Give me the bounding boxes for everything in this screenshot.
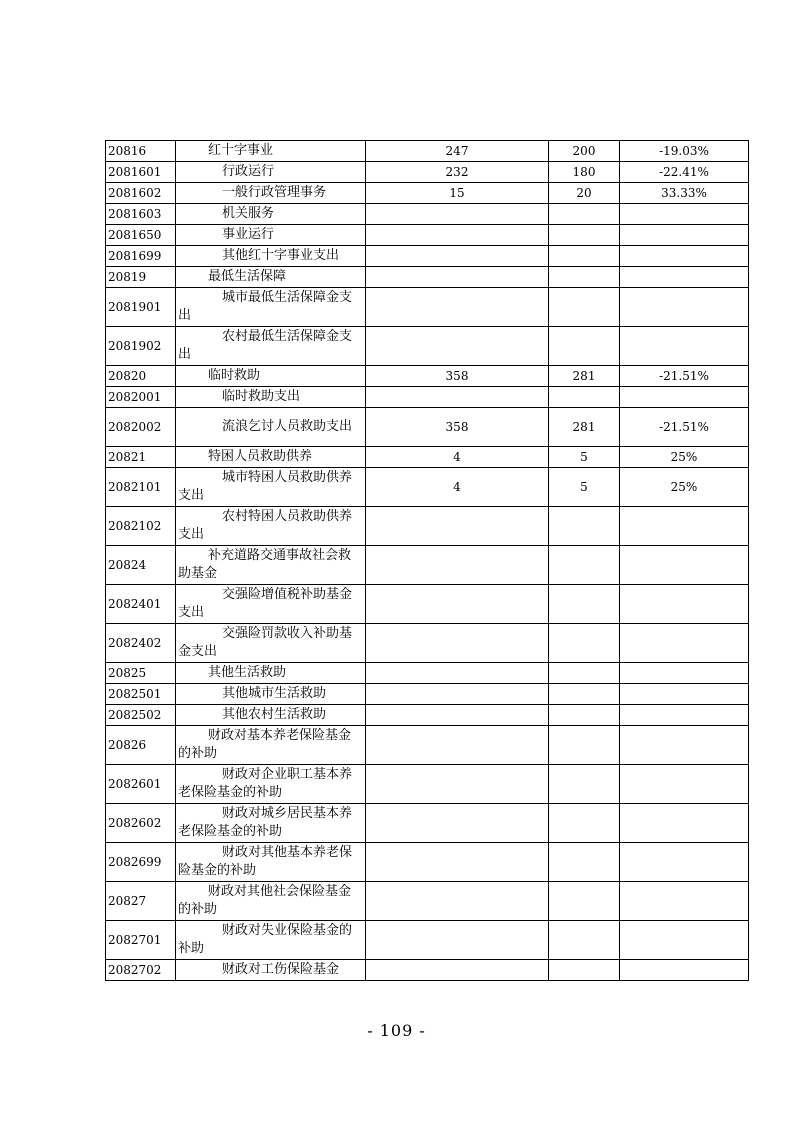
previous-amount-cell — [366, 387, 549, 408]
subject-code-cell: 2082402 — [106, 624, 176, 663]
change-percent-cell — [620, 246, 749, 267]
current-amount-cell — [549, 960, 620, 981]
subject-code-cell: 20824 — [106, 546, 176, 585]
subject-code-cell: 2081603 — [106, 204, 176, 225]
subject-name-cell: 临时救助支出 — [176, 387, 366, 408]
subject-name-cell: 交强险增值税补助基金支出 — [176, 585, 366, 624]
table-row — [106, 546, 749, 585]
previous-amount-cell — [366, 921, 549, 960]
subject-code-cell: 20826 — [106, 726, 176, 765]
current-amount-cell — [549, 765, 620, 804]
subject-code-cell: 2082701 — [106, 921, 176, 960]
previous-amount-cell — [366, 684, 549, 705]
change-percent-cell: -19.03% — [620, 141, 749, 162]
subject-name-cell: 城市特困人员救助供养支出 — [176, 468, 366, 507]
previous-amount-cell: 232 — [366, 162, 549, 183]
subject-name-cell: 特困人员救助供养 — [176, 447, 366, 468]
change-percent-cell: -21.51% — [620, 366, 749, 387]
current-amount-cell: 200 — [549, 141, 620, 162]
table-row — [106, 225, 749, 246]
table-row — [106, 726, 749, 765]
table-row — [106, 327, 749, 366]
subject-name-cell: 临时救助 — [176, 366, 366, 387]
subject-name-cell: 最低生活保障 — [176, 267, 366, 288]
subject-name-cell: 其他农村生活救助 — [176, 705, 366, 726]
subject-code-cell: 2081902 — [106, 327, 176, 366]
subject-code-cell: 20820 — [106, 366, 176, 387]
subject-name-cell: 交强险罚款收入补助基金支出 — [176, 624, 366, 663]
current-amount-cell — [549, 387, 620, 408]
table-row — [106, 288, 749, 327]
subject-code-cell: 20816 — [106, 141, 176, 162]
subject-code-cell: 20827 — [106, 882, 176, 921]
subject-name-cell: 财政对失业保险基金的补助 — [176, 921, 366, 960]
subject-name-cell: 财政对工伤保险基金 — [176, 960, 366, 981]
subject-name-cell: 农村最低生活保障金支出 — [176, 327, 366, 366]
previous-amount-cell — [366, 882, 549, 921]
current-amount-cell: 281 — [549, 408, 620, 447]
subject-code-cell: 2081901 — [106, 288, 176, 327]
subject-code-cell: 2082401 — [106, 585, 176, 624]
table-row — [106, 141, 749, 162]
previous-amount-cell — [366, 327, 549, 366]
subject-code-cell: 2081699 — [106, 246, 176, 267]
table-row — [106, 447, 749, 468]
current-amount-cell: 20 — [549, 183, 620, 204]
previous-amount-cell — [366, 288, 549, 327]
previous-amount-cell: 4 — [366, 468, 549, 507]
subject-name-cell: 一般行政管理事务 — [176, 183, 366, 204]
table-row — [106, 882, 749, 921]
change-percent-cell — [620, 288, 749, 327]
subject-name-cell: 财政对基本养老保险基金的补助 — [176, 726, 366, 765]
change-percent-cell — [620, 624, 749, 663]
subject-name-cell: 财政对其他基本养老保险基金的补助 — [176, 843, 366, 882]
previous-amount-cell: 15 — [366, 183, 549, 204]
change-percent-cell — [620, 765, 749, 804]
change-percent-cell — [620, 921, 749, 960]
table-row — [106, 921, 749, 960]
subject-name-cell: 农村特困人员救助供养支出 — [176, 507, 366, 546]
subject-name-cell: 财政对城乡居民基本养老保险基金的补助 — [176, 804, 366, 843]
previous-amount-cell — [366, 705, 549, 726]
subject-code-cell: 2082502 — [106, 705, 176, 726]
table-row — [106, 684, 749, 705]
subject-code-cell: 2082001 — [106, 387, 176, 408]
subject-code-cell: 2082102 — [106, 507, 176, 546]
table-row — [106, 246, 749, 267]
subject-code-cell: 2082699 — [106, 843, 176, 882]
table-row — [106, 204, 749, 225]
subject-code-cell: 2081601 — [106, 162, 176, 183]
previous-amount-cell: 247 — [366, 141, 549, 162]
change-percent-cell — [620, 882, 749, 921]
table-row — [106, 468, 749, 507]
change-percent-cell — [620, 225, 749, 246]
change-percent-cell — [620, 960, 749, 981]
change-percent-cell — [620, 705, 749, 726]
change-percent-cell: 25% — [620, 447, 749, 468]
table-row — [106, 366, 749, 387]
current-amount-cell — [549, 726, 620, 765]
change-percent-cell — [620, 684, 749, 705]
previous-amount-cell — [366, 246, 549, 267]
previous-amount-cell: 4 — [366, 447, 549, 468]
previous-amount-cell — [366, 546, 549, 585]
table-row — [106, 843, 749, 882]
budget-table — [105, 140, 749, 981]
current-amount-cell — [549, 921, 620, 960]
change-percent-cell: -21.51% — [620, 408, 749, 447]
page-number: - 109 - — [367, 1021, 426, 1040]
current-amount-cell: 281 — [549, 366, 620, 387]
current-amount-cell — [549, 267, 620, 288]
change-percent-cell — [620, 507, 749, 546]
subject-name-cell: 补充道路交通事故社会救助基金 — [176, 546, 366, 585]
table-row — [106, 804, 749, 843]
current-amount-cell — [549, 804, 620, 843]
table-row — [106, 267, 749, 288]
subject-name-cell: 流浪乞讨人员救助支出 — [176, 408, 366, 447]
previous-amount-cell — [366, 843, 549, 882]
subject-code-cell: 2082101 — [106, 468, 176, 507]
current-amount-cell — [549, 225, 620, 246]
subject-name-cell: 行政运行 — [176, 162, 366, 183]
subject-code-cell: 2081602 — [106, 183, 176, 204]
table-row — [106, 765, 749, 804]
current-amount-cell — [549, 327, 620, 366]
change-percent-cell: 33.33% — [620, 183, 749, 204]
previous-amount-cell — [366, 804, 549, 843]
subject-name-cell: 其他生活救助 — [176, 663, 366, 684]
current-amount-cell — [549, 705, 620, 726]
current-amount-cell — [549, 684, 620, 705]
subject-name-cell: 其他城市生活救助 — [176, 684, 366, 705]
current-amount-cell — [549, 546, 620, 585]
budget-table-body — [106, 141, 749, 981]
table-row — [106, 507, 749, 546]
current-amount-cell — [549, 204, 620, 225]
current-amount-cell — [549, 882, 620, 921]
current-amount-cell — [549, 663, 620, 684]
subject-name-cell: 红十字事业 — [176, 141, 366, 162]
change-percent-cell: -22.41% — [620, 162, 749, 183]
subject-code-cell: 2082601 — [106, 765, 176, 804]
subject-code-cell: 20819 — [106, 267, 176, 288]
change-percent-cell: 25% — [620, 468, 749, 507]
change-percent-cell — [620, 546, 749, 585]
previous-amount-cell — [366, 624, 549, 663]
current-amount-cell: 5 — [549, 447, 620, 468]
table-row — [106, 624, 749, 663]
subject-name-cell: 财政对其他社会保险基金的补助 — [176, 882, 366, 921]
subject-name-cell: 机关服务 — [176, 204, 366, 225]
table-row — [106, 408, 749, 447]
previous-amount-cell — [366, 960, 549, 981]
change-percent-cell — [620, 804, 749, 843]
previous-amount-cell — [366, 663, 549, 684]
subject-name-cell: 财政对企业职工基本养老保险基金的补助 — [176, 765, 366, 804]
previous-amount-cell — [366, 765, 549, 804]
subject-name-cell: 其他红十字事业支出 — [176, 246, 366, 267]
previous-amount-cell — [366, 267, 549, 288]
change-percent-cell — [620, 204, 749, 225]
previous-amount-cell — [366, 507, 549, 546]
current-amount-cell — [549, 288, 620, 327]
previous-amount-cell — [366, 204, 549, 225]
previous-amount-cell: 358 — [366, 366, 549, 387]
table-row — [106, 705, 749, 726]
table-row — [106, 585, 749, 624]
change-percent-cell — [620, 663, 749, 684]
table-row — [106, 387, 749, 408]
change-percent-cell — [620, 585, 749, 624]
previous-amount-cell: 358 — [366, 408, 549, 447]
change-percent-cell — [620, 387, 749, 408]
current-amount-cell — [549, 585, 620, 624]
current-amount-cell — [549, 843, 620, 882]
table-row — [106, 663, 749, 684]
table-row — [106, 162, 749, 183]
change-percent-cell — [620, 267, 749, 288]
subject-code-cell: 2082501 — [106, 684, 176, 705]
current-amount-cell — [549, 246, 620, 267]
current-amount-cell — [549, 624, 620, 663]
change-percent-cell — [620, 843, 749, 882]
current-amount-cell — [549, 507, 620, 546]
subject-code-cell: 2081650 — [106, 225, 176, 246]
table-row — [106, 183, 749, 204]
subject-code-cell: 20825 — [106, 663, 176, 684]
previous-amount-cell — [366, 225, 549, 246]
previous-amount-cell — [366, 726, 549, 765]
subject-code-cell: 20821 — [106, 447, 176, 468]
change-percent-cell — [620, 726, 749, 765]
change-percent-cell — [620, 327, 749, 366]
subject-code-cell: 2082702 — [106, 960, 176, 981]
table-row — [106, 960, 749, 981]
subject-name-cell: 事业运行 — [176, 225, 366, 246]
previous-amount-cell — [366, 585, 549, 624]
subject-name-cell: 城市最低生活保障金支出 — [176, 288, 366, 327]
current-amount-cell: 180 — [549, 162, 620, 183]
subject-code-cell: 2082002 — [106, 408, 176, 447]
current-amount-cell: 5 — [549, 468, 620, 507]
subject-code-cell: 2082602 — [106, 804, 176, 843]
